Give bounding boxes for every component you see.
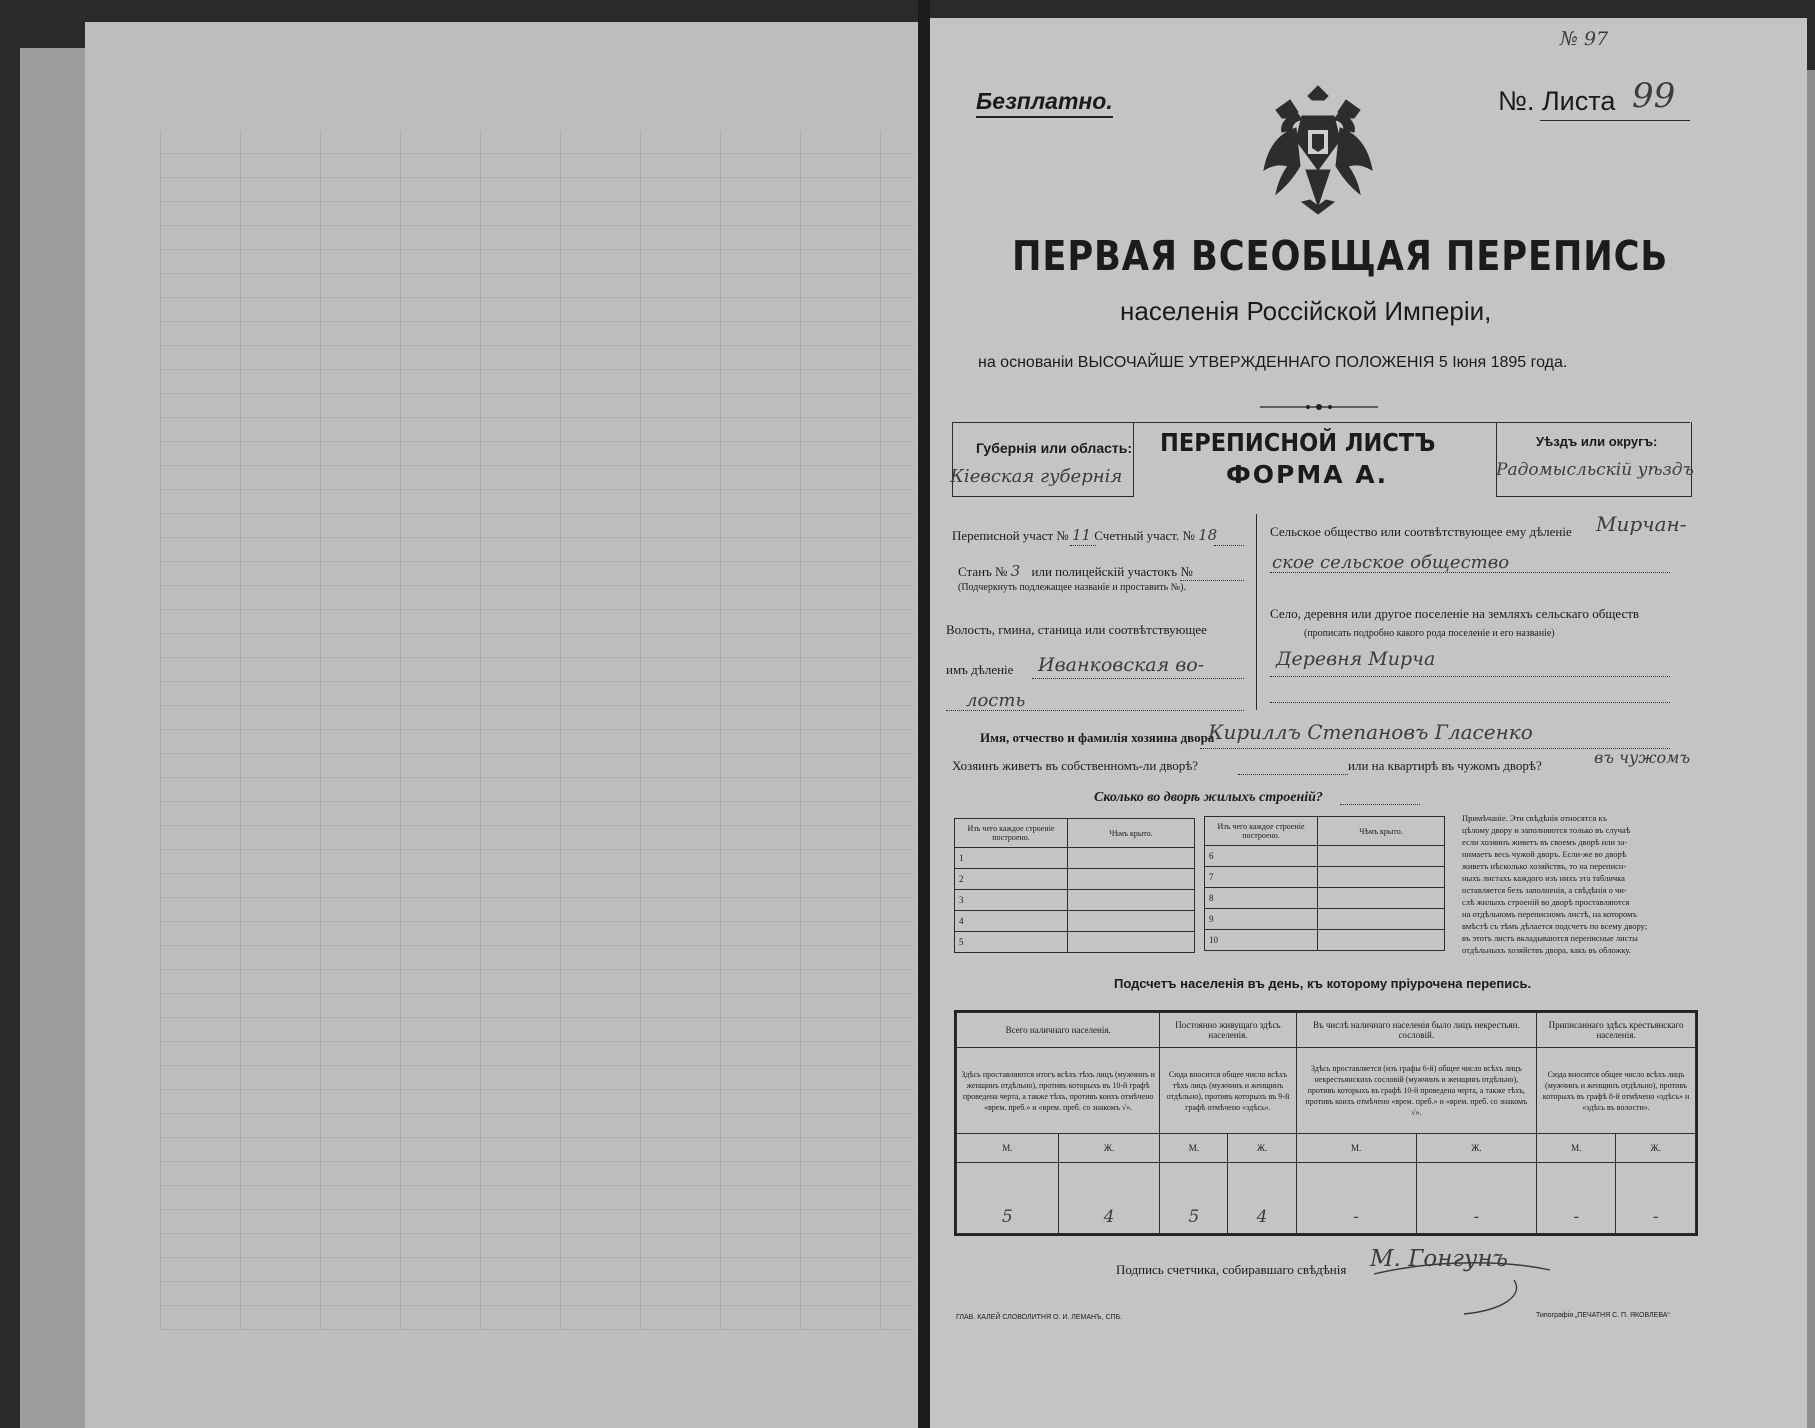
buildings-col-roof: Чѣмъ крыто. (1068, 819, 1195, 848)
subtitle: населенія Россійской Имперіи, (1120, 296, 1492, 326)
table-row: 1 (955, 848, 1195, 869)
legal-basis: на основаніи ВЫСОЧАЙШЕ УТВЕРЖДЕННАГО ПОЛОЖЕНІЯ 5 Іюня 1895 года. (978, 354, 1568, 371)
buildings-note: Примѣчаніе. Эти свѣдѣнія относятся къ цѣлому двору и заполняются только въ случаѣ если хозяинъ живетъ въ своемъ дворѣ или за- нимаетъ весь чужой дворъ. Если-же во дворѣ живетъ нѣсколько хозяйствъ, то на переписн- ныхъ листахъ каждого изъ нихъ эта табличка оставляется безъ заполненія, а свѣдѣнія о чи- слѣ жилыхъ строеній во дворѣ проставляются на отдѣльномъ переписномъ листѣ, на которомъ вмѣстѣ съ тѣмъ дѣлается подсчетъ по всему двору; въ этотъ листъ вкладываются переписные листы отдѣльныхъ хозяйствъ двора, какъ въ обложку. (1462, 813, 1648, 955)
sheet-number-label: №. Листа (1498, 86, 1616, 116)
pop-header-total: Всего наличнаго населенія. (957, 1013, 1160, 1048)
table-row: 8 (1205, 888, 1445, 909)
left-page-bleed-through-grid (160, 130, 915, 1330)
police-label: или полицейскій участокъ (1031, 564, 1178, 579)
main-title: ПЕРВАЯ ВСЕОБЩАЯ ПЕРЕПИСЬ (1012, 232, 1669, 280)
volost-label-2: имъ дѣленіе (946, 662, 1014, 677)
uezd-label: Уѣздъ или округъ: (1536, 434, 1658, 449)
buildings-col-roof-2: Чѣмъ крыто. (1318, 817, 1445, 846)
sheet-form-title: ПЕРЕПИСНОЙ ЛИСТЪ (1160, 428, 1436, 457)
pop-desc-permanent: Сюда вносится общее число всѣхъ тѣхъ лицъ (мужчинъ и женщинъ отдѣльно), противъ которыхъ въ 9-й графѣ отмѣчено «здѣсь». (1160, 1048, 1296, 1134)
selo-value: Деревня Мирча (1276, 648, 1436, 670)
owner-label: Имя, отчество и фамилія хозяина двора (980, 730, 1215, 745)
table-row: 2 (955, 869, 1195, 890)
rent-label: или на квартирѣ въ чужомъ дворѣ? (1348, 758, 1542, 773)
signature-flourish (1364, 1240, 1564, 1320)
pop-desc-peasant: Сюда вносится общее число всѣхъ лицъ (мужчинъ и женщинъ отдѣльно), противъ которыхъ въ графѣ 8-й отмѣчено «здѣсь» и «здѣсь въ волости». (1537, 1048, 1696, 1134)
selskoe-value-1: Мирчан- (1596, 512, 1687, 536)
table-row: 5 (955, 932, 1195, 953)
schetny-value: 18 (1198, 526, 1218, 544)
divider-ornament (1260, 403, 1378, 411)
guberniya-label: Губернія или область: (976, 440, 1133, 456)
pop-permanent-m: 5 (1160, 1162, 1228, 1234)
buildings-table-left (954, 818, 1195, 953)
table-row: 3 (955, 890, 1195, 911)
volost-value-1: Иванковская во- (1038, 654, 1205, 676)
typefoundry-imprint: ГЛАВ. КАЛЕЙ СЛОВОЛИТНЯ О. И. ЛЕМАНЪ, СПБ. (956, 1314, 1123, 1321)
printer-imprint: Типографія „ПЕЧАТНЯ С. П. ЯКОВЛЕВА“ (1536, 1312, 1670, 1319)
police-note: (Подчеркнуть подлежащее названіе и проставить №). (958, 582, 1186, 593)
pop-permanent-f: 4 (1228, 1162, 1296, 1234)
buildings-question: Сколько во дворѣ жилыхъ строеній? (1094, 790, 1323, 805)
buildings-table-right (1204, 816, 1445, 951)
book-spine (918, 0, 930, 1428)
pop-header-permanent: Постоянно живущаго здѣсь населенія. (1160, 1013, 1296, 1048)
selskoe-label: Сельское общество или соотвѣтствующее ему дѣленіе (1270, 524, 1572, 539)
pop-total-m: 5 (957, 1162, 1059, 1234)
uezd-value: Радомысльскій уѣздъ (1496, 460, 1694, 480)
stan-value: 3 (1010, 562, 1021, 580)
selo-label: Село, деревня или другое поселеніе на земляхъ сельскаго обществ (1270, 606, 1640, 621)
buildings-col-material-2: Изъ чего каждое строеніе построено. (1205, 817, 1318, 846)
free-label: Безплатно. (976, 88, 1113, 118)
table-row: 9 (1205, 909, 1445, 930)
buildings-col-material: Изъ чего каждое строеніе построено. (955, 819, 1068, 848)
signature-label: Подпись счетчика, собиравшаго свѣдѣнія (1116, 1262, 1347, 1277)
stan-label: Станъ (958, 564, 992, 579)
pop-header-peasant: Приписаннаго здѣсь крестьянскаго населенія. (1537, 1013, 1696, 1048)
pop-total-f: 4 (1058, 1162, 1160, 1234)
owner-value: Кириллъ Степановъ Гласенко (1208, 720, 1533, 744)
population-table: Всего наличнаго населенія. Постоянно живущаго здѣсь населенія. Въ числѣ наличнаго населенія было лицъ некрестьян. сословій. Приписаннаго здѣсь крестьянскаго населенія. Здѣсь проставляются итогъ всѣхъ тѣхъ лицъ (мужчинъ и женщинъ отдѣльно), противъ которыхъ въ 10-й графѣ проведена черта, а также тѣхъ, противъ коихъ отмѣчено «врем. преб.» и «врем. преб. со знакомъ √». Сюда вносится общее число всѣхъ тѣхъ лицъ (мужчинъ и женщинъ отдѣльно), противъ которыхъ въ 9-й графѣ отмѣчено «здѣсь». Здѣсь проставляется (изъ графы 6-й) общее число всѣхъ лицъ некрестьянскихъ сословій (мужчинъ и женщинъ отдѣльно), противъ которыхъ въ графѣ 10-й проведена черта, а также тѣхъ, противъ коихъ отмѣчено «врем. преб.» и «врем. преб. со знакомъ √». Сюда вносится общее число всѣхъ лицъ (мужчинъ и женщинъ отдѣльно), противъ которыхъ въ графѣ 8-й отмѣчено «здѣсь» и «здѣсь въ волости». М. Ж. М. Ж. М. Ж. М. Ж. 5 4 5 4 - - - - (954, 1010, 1698, 1236)
pop-peasant-f: - (1616, 1162, 1696, 1234)
imperial-eagle-emblem (1258, 84, 1378, 216)
own-yard-label: Хозяинъ живетъ въ собственномъ-ли дворѣ? (952, 758, 1199, 773)
stan-number-sign: № (995, 564, 1008, 579)
archive-number: № 97 (1560, 28, 1609, 50)
pop-header-non-peasant: Въ числѣ наличнаго населенія было лицъ некрестьян. сословій. (1296, 1013, 1537, 1048)
uchastok-number-sign: № (1056, 528, 1069, 543)
volost-value-2: лость (966, 690, 1026, 711)
table-row: 7 (1205, 867, 1445, 888)
table-row: 10 (1205, 930, 1445, 951)
signature-value: М. Гонгунъ (1370, 1246, 1508, 1272)
pop-non-peasant-f: - (1416, 1162, 1536, 1234)
table-row: 4 (955, 911, 1195, 932)
selo-note: (прописать подробно какого рода поселеніе и его названіе) (1304, 628, 1555, 639)
selskoe-value-2: ское сельское общество (1272, 552, 1510, 573)
pop-desc-total: Здѣсь проставляются итогъ всѣхъ тѣхъ лицъ (мужчинъ и женщинъ отдѣльно), противъ которыхъ въ 10-й графѣ проведена черта, а также тѣхъ, противъ коихъ отмѣчено «врем. преб.» и «врем. преб. со знакомъ √». (957, 1048, 1160, 1134)
uchastok-label: Переписной участ (952, 528, 1054, 543)
sheet-number-value: 99 (1632, 76, 1676, 116)
pop-peasant-m: - (1537, 1162, 1616, 1234)
volost-label: Волость, гмина, станица или соотвѣтствующее (946, 622, 1207, 637)
schetny-label: Счетный участ. (1094, 528, 1180, 543)
table-row: 6 (1205, 846, 1445, 867)
pop-desc-non-peasant: Здѣсь проставляется (изъ графы 6-й) общее число всѣхъ лицъ некрестьянскихъ сословій (мужчинъ и женщинъ отдѣльно), противъ которыхъ въ графѣ 10-й проведена черта, а также тѣхъ, противъ коихъ отмѣчено «врем. преб.» и «врем. преб. со знакомъ √». (1296, 1048, 1537, 1134)
uchastok-value: 11 (1071, 526, 1092, 544)
pop-non-peasant-m: - (1296, 1162, 1416, 1234)
population-title: Подсчетъ населенія въ день, къ которому пріурочена перепись. (1114, 976, 1532, 991)
police-number-sign: № (1180, 564, 1193, 579)
guberniya-value: Кіевская губернія (950, 466, 1123, 487)
schetny-number-sign: № (1182, 528, 1195, 543)
form-a-title: ФОРМА А. (1226, 460, 1389, 489)
rent-value: въ чужомъ (1594, 748, 1691, 767)
